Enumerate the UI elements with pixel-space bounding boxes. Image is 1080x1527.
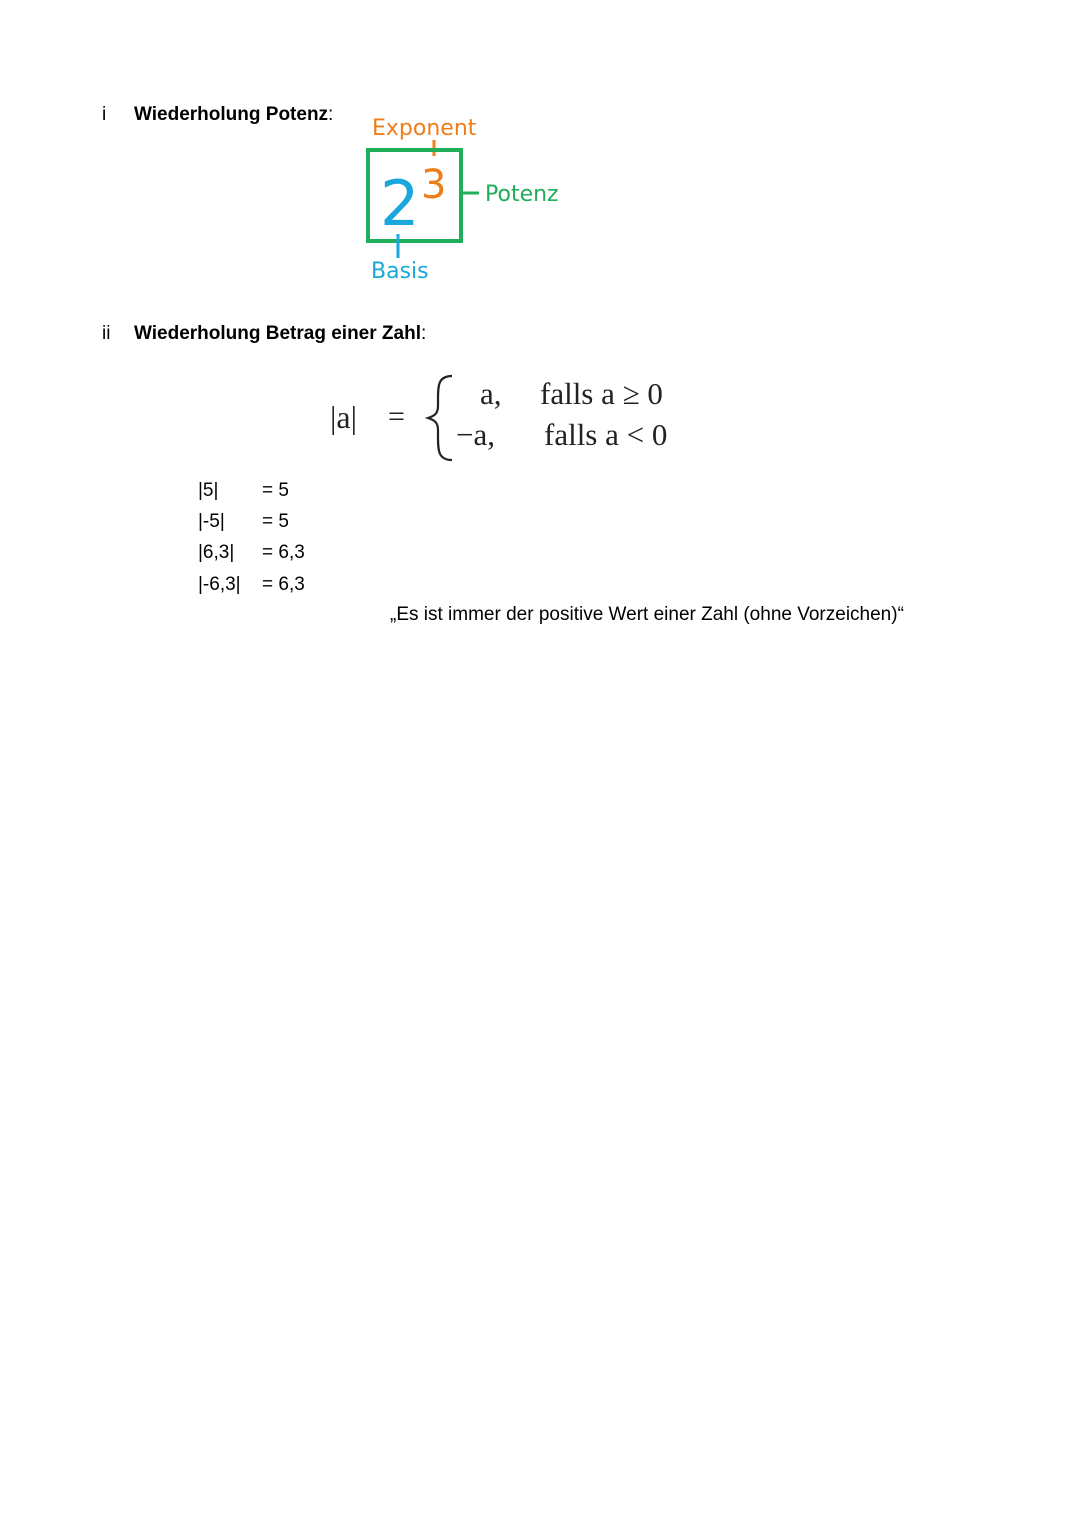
section-1-number: i [102,104,107,125]
section-2-heading [134,323,426,345]
section-1-heading [134,104,333,126]
exponent-label: Exponent [372,116,477,141]
case-1-condition: falls a ≥ 0 [540,376,663,411]
example-result: = 5 [262,511,289,532]
case-brace [428,376,452,460]
case-2-value: −a, [456,417,495,452]
case-1-value: a, [480,376,502,411]
base-digit: 2 [380,167,420,240]
example-expr: |6,3| [198,542,235,563]
section-2-number: ii [102,323,111,344]
example-expr: |-5| [198,511,225,532]
power-diagram [355,108,575,288]
section-2-colon: : [420,323,427,344]
case-2-condition: falls a < 0 [544,417,668,452]
section-1-colon: : [328,104,334,125]
exponent-digit: 3 [421,162,447,208]
example-expr: |-6,3| [198,574,241,595]
power-label: Potenz [485,182,559,207]
formula-equals: = [388,400,405,433]
abs-value-formula [320,368,700,468]
formula-lhs: |a| [330,399,358,435]
section-1-title: Wiederholung Potenz [134,104,329,125]
example-result: = 5 [262,480,289,501]
example-result: = 6,3 [262,542,305,563]
definition-note: „Es ist immer der positive Wert einer Zahl (ohne Vorzeichen)“ [390,604,904,625]
example-expr: |5| [198,480,219,501]
section-2-title: Wiederholung Betrag einer Zahl [134,323,421,344]
example-result: = 6,3 [262,574,305,595]
base-label: Basis [371,259,429,284]
